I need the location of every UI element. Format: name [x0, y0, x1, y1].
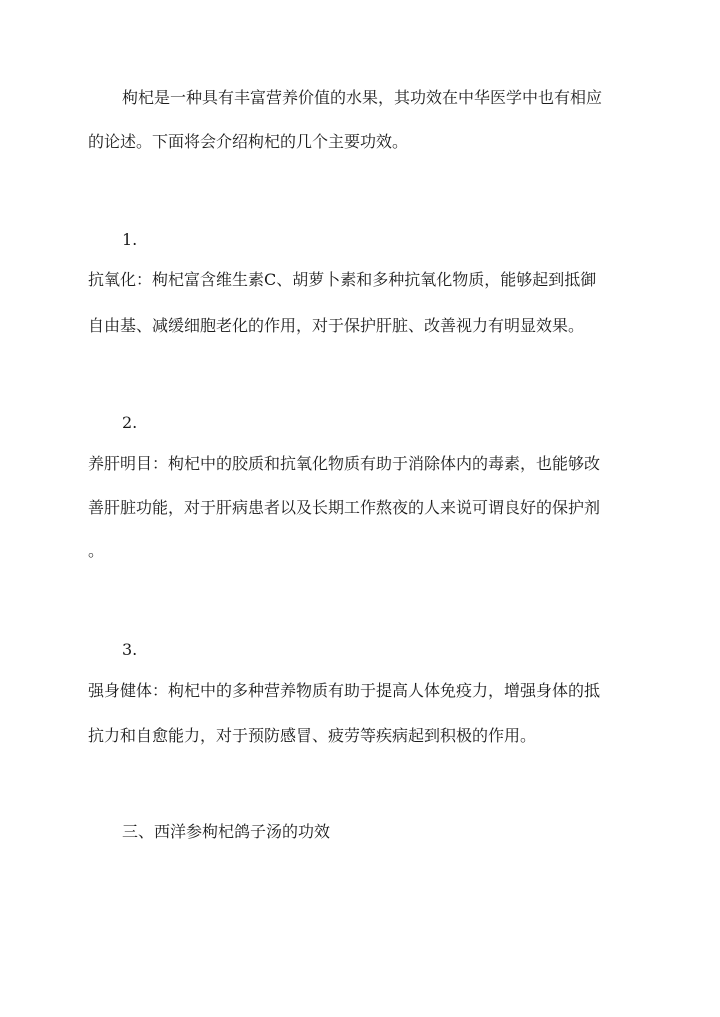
item-1-number: 1. [122, 230, 138, 249]
item-3-line-2: 抗力和自愈能力，对于预防感冒、疲劳等疾病起到积极的作用。 [88, 726, 537, 745]
item-1-line-2: 自由基、减缓细胞老化的作用，对于保护肝脏、改善视力有明显效果。 [88, 316, 585, 335]
item-2-line-1: 养肝明目：枸杞中的胶质和抗氧化物质有助于消除体内的毒素，也能够改 [88, 454, 601, 473]
item-2-line-3: 。 [88, 541, 105, 560]
section-heading: 三、西洋参枸杞鸽子汤的功效 [122, 822, 331, 841]
intro-paragraph-line-1: 枸杞是一种具有丰富营养价值的水果，其功效在中华医学中也有相应 [122, 88, 603, 107]
intro-paragraph-line-2: 的论述。下面将会介绍枸杞的几个主要功效。 [88, 132, 409, 151]
item-3-line-1: 强身健体：枸杞中的多种营养物质有助于提高人体免疫力，增强身体的抵 [88, 681, 601, 700]
item-2-number: 2. [122, 413, 138, 432]
item-1-line-1: 抗氧化：枸杞富含维生素C、胡萝卜素和多种抗氧化物质，能够起到抵御 [88, 270, 597, 289]
item-3-number: 3. [122, 640, 138, 659]
item-2-line-2: 善肝脏功能，对于肝病患者以及长期工作熬夜的人来说可谓良好的保护剂 [88, 498, 601, 517]
